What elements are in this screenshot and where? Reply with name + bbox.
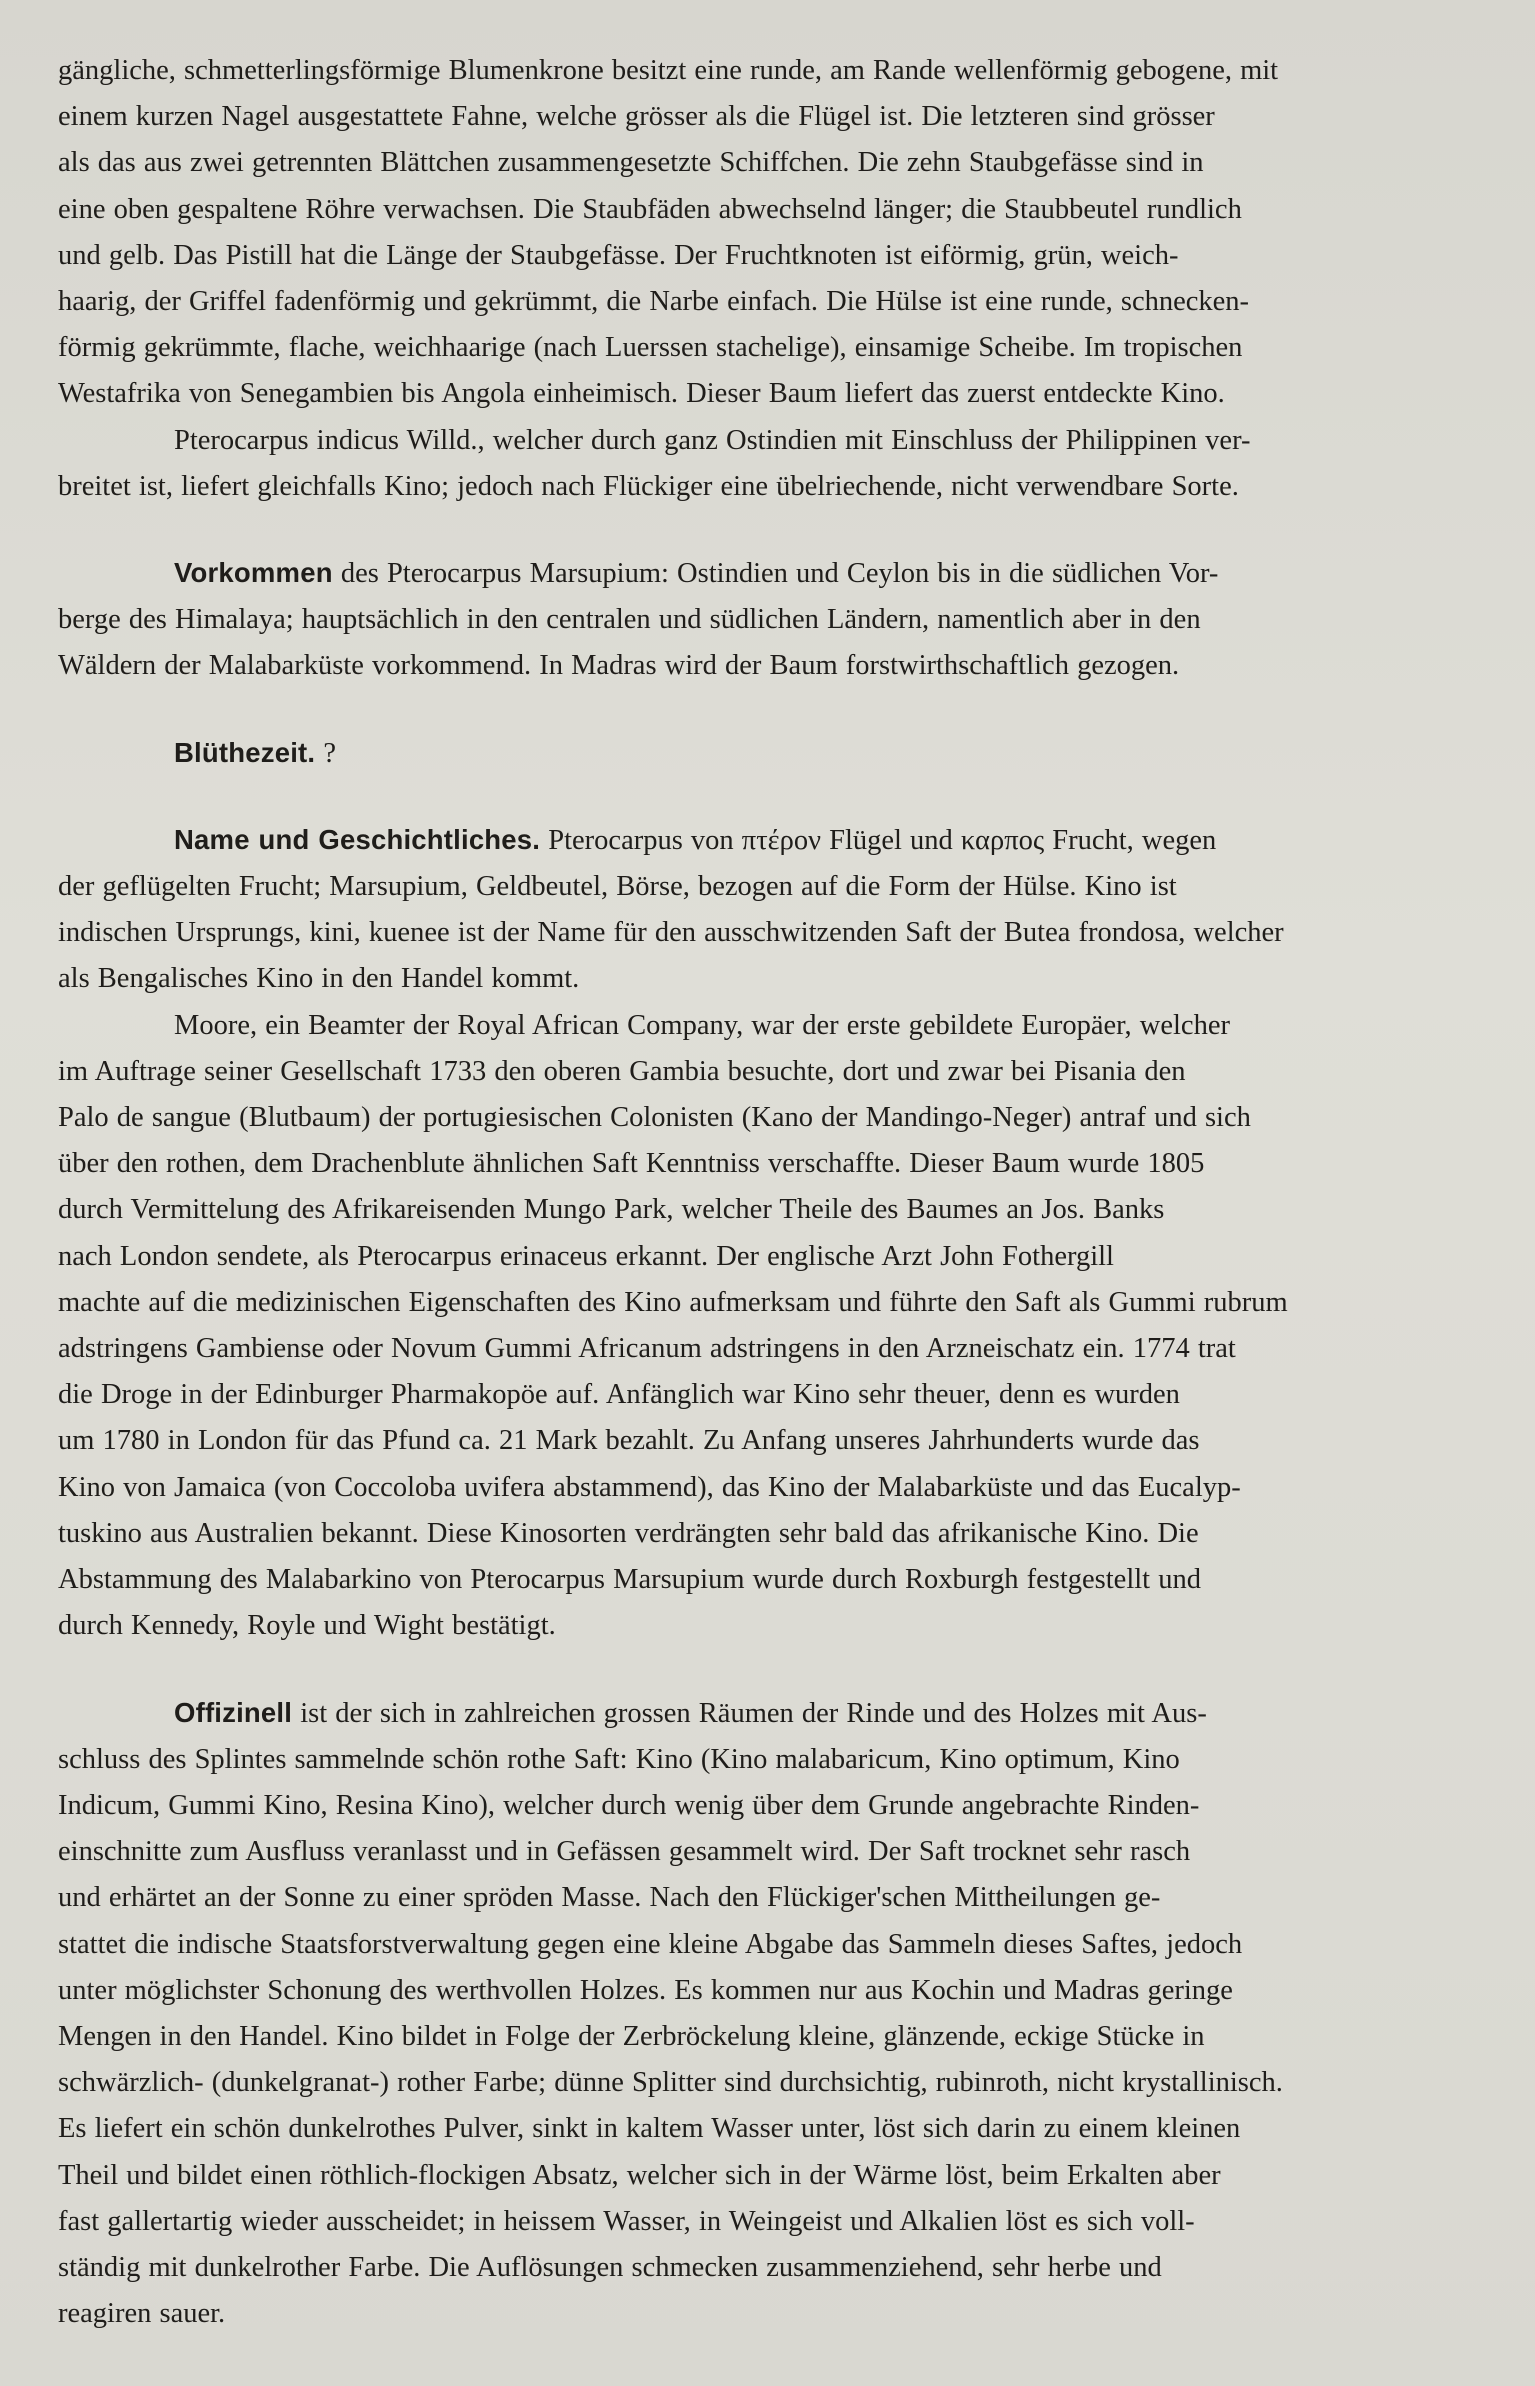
heading-vorkommen: Vorkommen xyxy=(174,557,333,589)
text-line: stattet die indische Staatsforstverwaltung gegen eine kleine Abgabe das Sammeln dieses Saftes, jedoch xyxy=(58,1928,1243,1960)
text-line: ständig mit dunkelrother Farbe. Die Auflösungen schmecken zusammenziehend, sehr herbe und xyxy=(58,2251,1162,2283)
text-line: durch Kennedy, Royle und Wight bestätigt. xyxy=(58,1610,556,1642)
text-line: Es liefert ein schön dunkelrothes Pulver, sinkt in kaltem Wasser unter, löst sich darin zu einem kleinen xyxy=(58,2113,1241,2145)
text-line: der geflügelten Frucht; Marsupium, Geldbeutel, Börse, bezogen auf die Form der Hülse. Kino ist xyxy=(58,871,1177,903)
section-name xyxy=(58,817,1475,1003)
text-line: Westafrika von Senegambien bis Angola einheimisch. Dieser Baum liefert das zuerst entdeckte Kino. xyxy=(58,378,1225,410)
text-line: als Bengalisches Kino in den Handel kommt. xyxy=(58,963,580,995)
text-line: eine oben gespaltene Röhre verwachsen. Die Staubfäden abwechselnd länger; die Staubbeutel rundlich xyxy=(58,193,1242,225)
section-vorkommen xyxy=(58,550,1475,690)
section-bluethezeit xyxy=(58,730,1475,777)
text-line: die Droge in der Edinburger Pharmakopöe auf. Anfänglich war Kino sehr theuer, denn es wurden xyxy=(58,1379,1180,1411)
text-line: durch Vermittelung des Afrikareisenden Mungo Park, welcher Theile des Baumes an Jos. Banks xyxy=(58,1194,1165,1226)
text-line: Moore, ein Beamter der Royal African Company, war der erste gebildete Europäer, welcher xyxy=(174,1009,1230,1041)
text-line: machte auf die medizinischen Eigenschaften des Kino aufmerksam und führte den Saft als Gummi rubrum xyxy=(58,1286,1288,1318)
text-line: ist der sich in zahlreichen grossen Räumen der Rinde und des Holzes mit Aus- xyxy=(300,1697,1207,1729)
text-line: unter möglichster Schonung des werthvollen Holzes. Es kommen nur aus Kochin und Madras geringe xyxy=(58,1974,1233,2006)
paragraph-moore xyxy=(58,1003,1475,1650)
heading-bluethezeit: Blüthezeit. xyxy=(174,736,316,768)
text-line: förmig gekrümmte, flache, weichhaarige (nach Luerssen stachelige), einsamige Scheibe. Im tropischen xyxy=(58,332,1243,364)
text-line: und erhärtet an der Sonne zu einer spröden Masse. Nach den Flückiger'schen Mittheilungen ge- xyxy=(58,1882,1161,1914)
text-line: Abstammung des Malabarkino von Pterocarpus Marsupium wurde durch Roxburgh festgestellt und xyxy=(58,1564,1201,1596)
text-line: im Auftrage seiner Gesellschaft 1733 den oberen Gambia besuchte, dort und zwar bei Pisania den xyxy=(58,1055,1186,1087)
text-line: schluss des Splintes sammelnde schön rothe Saft: Kino (Kino malabaricum, Kino optimum, Kino xyxy=(58,1743,1180,1775)
text-line: tuskino aus Australien bekannt. Diese Kinosorten verdrängten sehr bald das afrikanische Kino. Die xyxy=(58,1517,1199,1549)
text-line: des Pterocarpus Marsupium: Ostindien und Ceylon bis in die südlichen Vor- xyxy=(340,558,1219,590)
section-offizinell xyxy=(58,1690,1475,2338)
text-line: reagiren sauer. xyxy=(58,2298,226,2330)
text-line: und gelb. Das Pistill hat die Länge der Staubgefässe. Der Fruchtknoten ist eiförmig, grün, weich- xyxy=(58,239,1179,271)
text-line: Palo de sangue (Blutbaum) der portugiesischen Colonisten (Kano der Mandingo-Neger) antraf und sich xyxy=(58,1102,1251,1134)
bluethezeit-value: ? xyxy=(323,737,337,769)
text-line: über den rothen, dem Drachenblute ähnlichen Saft Kenntniss verschaffte. Dieser Baum wurde 1805 xyxy=(58,1148,1205,1180)
text-line: Pterocarpus indicus Willd., welcher durch ganz Ostindien mit Einschluss der Philippinen ver- xyxy=(174,424,1251,456)
text-line: Kino von Jamaica (von Coccoloba uvifera abstammend), das Kino der Malabarküste und das Eucalyp- xyxy=(58,1471,1241,1503)
text-line: haarig, der Griffel fadenförmig und gekrümmt, die Narbe einfach. Die Hülse ist eine runde, schnecken- xyxy=(58,286,1250,318)
heading-offizinell: Offizinell xyxy=(174,1696,293,1728)
text-line: Indicum, Gummi Kino, Resina Kino), welcher durch wenig über dem Grunde angebrachte Rinden- xyxy=(58,1789,1200,1821)
text-line: schwärzlich- (dunkelgranat-) rother Farbe; dünne Splitter sind durchsichtig, rubinroth, nicht krystallinisch. xyxy=(58,2067,1283,2099)
text-line: als das aus zwei getrennten Blättchen zusammengesetzte Schiffchen. Die zehn Staubgefässe sind in xyxy=(58,147,1204,179)
text-line: nach London sendete, als Pterocarpus erinaceus erkannt. Der englische Arzt John Fothergill xyxy=(58,1240,1114,1272)
text-line: einschnitte zum Ausfluss veranlasst und in Gefässen gesammelt wird. Der Saft trocknet sehr rasch xyxy=(58,1836,1191,1868)
heading-name: Name und Geschichtliches. xyxy=(174,823,541,855)
text-line: einem kurzen Nagel ausgestattete Fahne, welche grösser als die Flügel ist. Die letzteren sind grösser xyxy=(58,101,1215,133)
text-line: gängliche, schmetterlingsförmige Blumenkrone besitzt eine runde, am Rande wellenförmig gebogene, mit xyxy=(58,55,1279,86)
text-line: fast gallertartig wieder ausscheidet; in heissem Wasser, in Weingeist und Alkalien löst es sich voll- xyxy=(58,2205,1195,2237)
text-line: um 1780 in London für das Pfund ca. 21 Mark bezahlt. Zu Anfang unseres Jahrhunderts wurde das xyxy=(58,1425,1200,1457)
text-line: adstringens Gambiense oder Novum Gummi Africanum adstringens in den Arzneischatz ein. 1774 trat xyxy=(58,1333,1236,1365)
text-line: Wäldern der Malabarküste vorkommend. In Madras wird der Baum forstwirthschaftlich gezogen. xyxy=(58,650,1180,682)
paragraph-indicus xyxy=(58,418,1475,510)
text-line: Mengen in den Handel. Kino bildet in Folge der Zerbröckelung kleine, glänzende, eckige Stücke in xyxy=(58,2020,1205,2052)
text-line: Pterocarpus von πτέρον Flügel und καρπος Frucht, wegen xyxy=(548,824,1217,856)
text-line: berge des Himalaya; hauptsächlich in den centralen und südlichen Ländern, namentlich aber in den xyxy=(58,604,1201,636)
text-line: breitet ist, liefert gleichfalls Kino; jedoch nach Flückiger eine übelriechende, nicht verwendbare Sorte. xyxy=(58,470,1239,502)
paragraph-description xyxy=(58,48,1475,418)
text-line: Theil und bildet einen röthlich-flockigen Absatz, welcher sich in der Wärme löst, beim Erkalten aber xyxy=(58,2159,1221,2191)
text-line: indischen Ursprungs, kini, kuenee ist der Name für den ausschwitzenden Saft der Butea frondosa, welcher xyxy=(58,917,1284,949)
